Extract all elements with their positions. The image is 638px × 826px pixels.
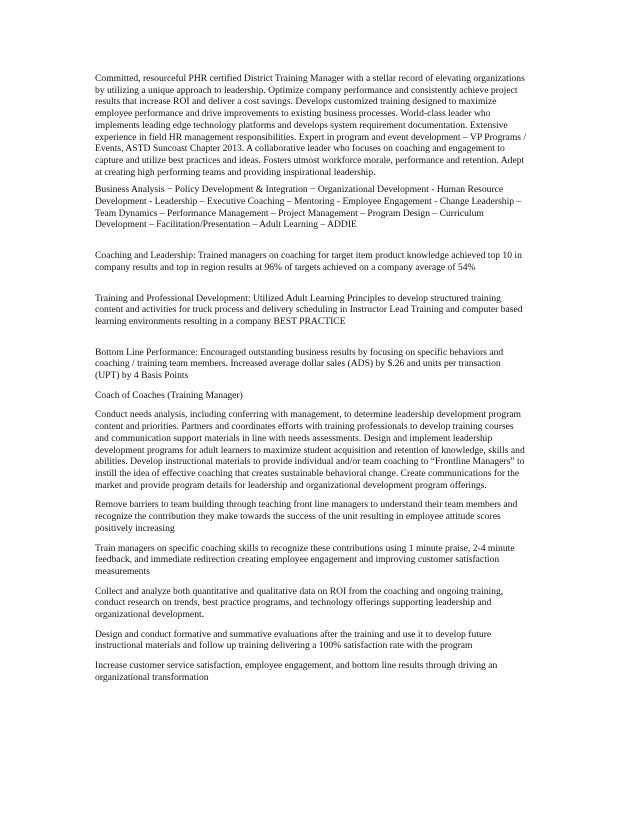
duty-paragraph: Design and conduct formative and summative evaluations after the training and use it to develop future instructional materials and follow up training delivering a 100% satisfaction rate with the program (95, 628, 492, 652)
duty-paragraph: Increase customer service satisfaction, employee engagement, and bottom line results through driving an organizational transformation (95, 660, 498, 683)
duty-paragraph: Collect and analyze both quantitative and qualitative data on ROI from the coaching and ongoing training, conduct research on trends, best practice programs, and technology offerings supporting leadership and organizational development. (95, 585, 504, 621)
summary-paragraph: Committed, resourceful PHR certified District Training Manager with a stellar record of elevating organizations by utilizing a unique approach to leadership. Optimize company performance and consistently achieve project results that increase ROI and deliver a cost savings. Develops customized training designed to maximize employee performance and drive improvements to existing business processes. World-class leader who implements leading edge technology platforms and develops system requirement documentation. Extensive experience in field HR management responsibilities. Expert in program and event development – VP Programs / Events, ASTD Suncoast Chapter 2013. A collaborative leader who focuses on coaching and engagement to capture and utilize best practices and ideas. Fosters utmost workforce morale, performance and retention. Adept at creating high performing teams and providing inspirational leadership. (95, 73, 527, 178)
duty-paragraph: Train managers on specific coaching skills to recognize these contributions using 1 minute praise, 2-4 minute feedback, and immediate redirection creating employee engagement and improving customer satisfaction measurements (95, 542, 515, 577)
achievement-training-paragraph: Training and Professional Development: Utilized Adult Learning Principles to develop structured training content and activities for truck process and delivery scheduling in Instructor Lead Training and computer based learning environments resulting in a company BEST PRACTICE (95, 292, 523, 327)
achievement-bottom-line-paragraph: Bottom Line Performance: Encouraged outstanding business results by focusing on specific behaviors and coaching / training team members. Increased average dollar sales (ADS) by $.26 and units per transaction (UPT) by 4 Basis Points (95, 346, 504, 382)
job-title: Coach of Coaches (Training Manager) (95, 389, 243, 401)
achievement-coaching-paragraph: Coaching and Leadership: Trained managers on coaching for target item product knowledge achieved top 10 in company results and top in region results at 96% of targets achieved on a company average of 54% (95, 250, 522, 273)
duty-paragraph: Conduct needs analysis, including conferring with management, to determine leadership development program content and priorities. Partners and coordinates efforts with training professionals to develop training courses and communication support materials in line with needs assessments. Design and implement leadership development programs for adult learners to maximize student acquisition and retention of knowledge, skills and abilities. Develop instructional materials to provide individual and/or team coaching to “Frontline Managers” to instill the idea of effective coaching that creates sustainable behavioral change. Create communications for the market and provide program details for leadership and organizational development program offerings. (95, 409, 525, 491)
document-page (95, 73, 567, 684)
duty-paragraph: Remove barriers to team building through teaching front line managers to understand their team members and recognize the contribution they make towards the success of the unit resulting in employee attitude scores positively increasing (95, 499, 518, 534)
skills-paragraph: Business Analysis − Policy Development & Integration − Organizational Development - Human Resource Development - Leadership – Executive Coaching – Mentoring - Employee Engagement - Change Leadership – Team Dynamics – Performance Management – Project Management – Program Design – Curriculum Development – Facilitation/Presentation – Adult Learning – ADDIE (95, 184, 522, 231)
